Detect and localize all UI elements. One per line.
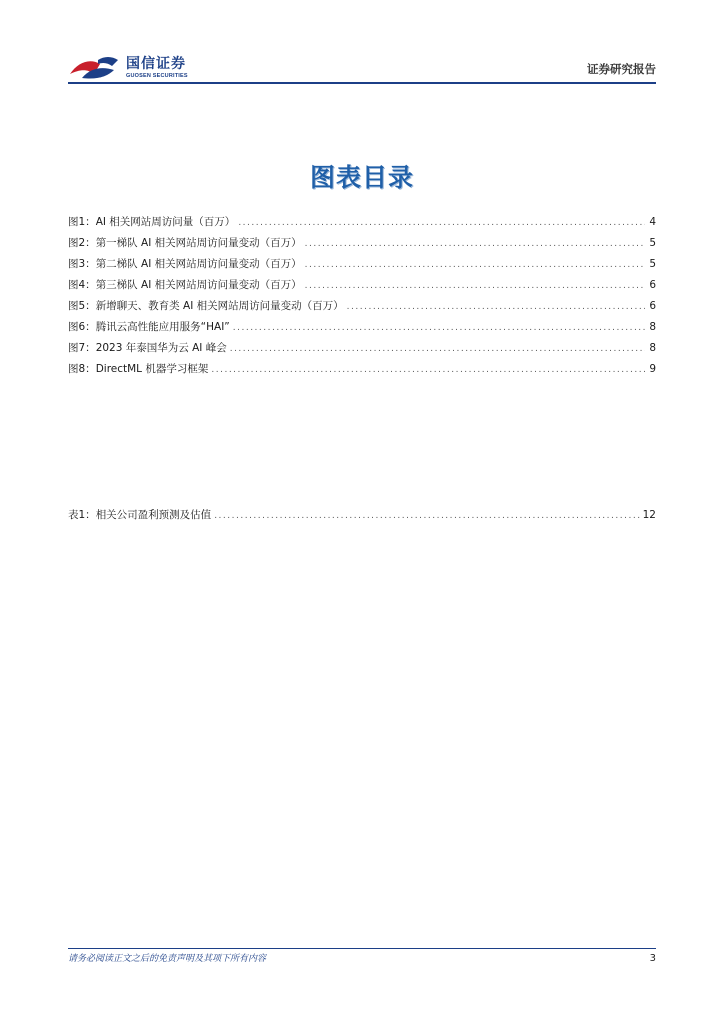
toc-entry-label: 图4： [68, 279, 96, 291]
guosen-logo-icon [68, 52, 120, 84]
toc-entry-title: AI 相关网站周访问量（百万） [95, 216, 236, 228]
toc-entry-title: 第一梯队 AI 相关网站周访问量变动（百万） [95, 237, 302, 249]
footer-divider [68, 948, 656, 949]
page-header [0, 0, 724, 90]
toc-entry-label: 图2： [68, 237, 96, 249]
toc-entry-title: 2023 年泰国华为云 AI 峰会 [95, 342, 227, 354]
toc-leader-dots [233, 323, 645, 333]
toc-entry-figure-2[interactable] [68, 235, 656, 256]
toc-entry-page: 4 [649, 216, 656, 228]
toc-entry-page: 6 [649, 279, 656, 291]
toc-entry-title: 第三梯队 AI 相关网站周访问量变动（百万） [95, 279, 302, 291]
toc-entry-label: 图7： [68, 342, 96, 354]
toc-entry-figure-6[interactable] [68, 319, 656, 340]
toc-leader-dots [214, 511, 639, 521]
toc-entry-title: 腾讯云高性能应用服务“HAI” [95, 321, 230, 333]
toc-entry-label: 图8： [68, 363, 96, 375]
header-divider [68, 82, 656, 84]
toc-leader-dots [230, 344, 645, 354]
toc-entry-title: 相关公司盈利预测及估值 [95, 509, 212, 521]
toc-entry-page: 12 [642, 509, 656, 521]
page-title: 图表目录 [309, 163, 414, 192]
toc-leader-dots [347, 302, 645, 312]
report-type-label: 证券研究报告 [587, 62, 656, 76]
toc-leader-dots [305, 281, 645, 291]
toc-entry-page: 8 [649, 342, 656, 354]
toc-entry-figure-7[interactable] [68, 340, 656, 361]
toc-leader-dots [211, 365, 645, 375]
toc-entry-figure-8[interactable] [68, 361, 656, 382]
toc-entry-label: 图3： [68, 258, 96, 270]
toc-entry-page: 5 [649, 237, 656, 249]
page-number: 3 [649, 953, 656, 964]
toc-entry-table-1[interactable] [68, 507, 656, 528]
toc-leader-dots [305, 239, 645, 249]
toc-entry-title: 新增聊天、教育类 AI 相关网站周访问量变动（百万） [95, 300, 344, 312]
toc-entry-label: 表1： [68, 509, 96, 521]
company-logo [68, 52, 188, 84]
toc-entry-page: 6 [649, 300, 656, 312]
toc-entry-figure-4[interactable] [68, 277, 656, 298]
toc-entry-page: 9 [649, 363, 656, 375]
toc-entry-page: 5 [649, 258, 656, 270]
toc-entry-title: 第二梯队 AI 相关网站周访问量变动（百万） [95, 258, 302, 270]
logo-chinese-name: 国信证券 [126, 56, 186, 72]
toc-entry-label: 图1： [68, 216, 96, 228]
table-list [68, 507, 656, 528]
figure-list [68, 214, 656, 382]
logo-english-name: GUOSEN SECURITIES [126, 73, 188, 79]
toc-entry-label: 图6： [68, 321, 96, 333]
toc-entry-label: 图5： [68, 300, 96, 312]
toc-leader-dots [305, 260, 645, 270]
toc-entry-figure-1[interactable] [68, 214, 656, 235]
toc-entry-page: 8 [649, 321, 656, 333]
toc-entry-figure-5[interactable] [68, 298, 656, 319]
toc-leader-dots [238, 218, 645, 228]
toc-entry-figure-3[interactable] [68, 256, 656, 277]
toc-entry-title: DirectML 机器学习框架 [95, 363, 209, 375]
footer-disclaimer: 请务必阅读正文之后的免责声明及其项下所有内容 [68, 954, 267, 964]
